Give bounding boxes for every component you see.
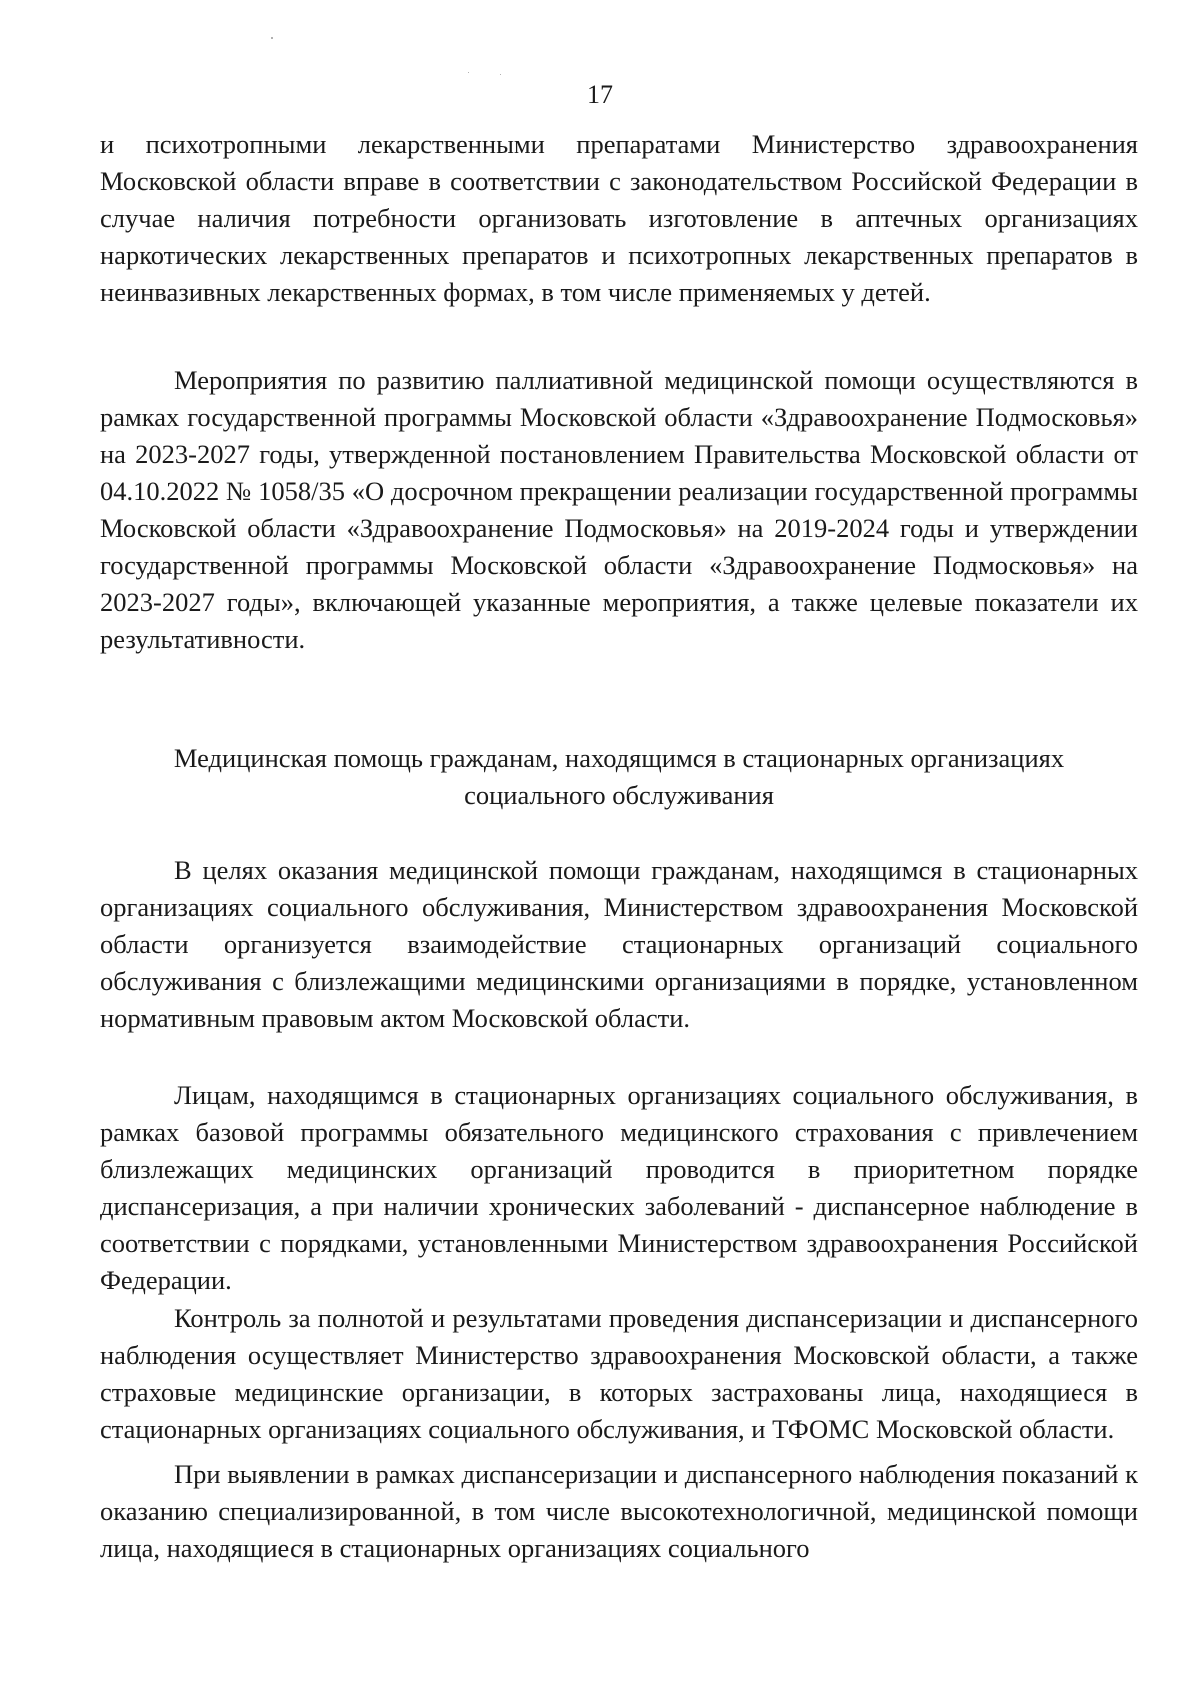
paragraph-text: Лицам, находящимся в стационарных организациях социального обслуживания, в рамках базовой программы обязательного медицинского страхования с привлечением близлежащих медицинских организаций проводится в приоритетном порядке диспансеризация, а при наличии хронических заболеваний - диспансерное наблюдение в соответствии с порядками, установленными Министерством здравоохранения Российской Федерации. xyxy=(100,1080,1138,1295)
scan-speck xyxy=(500,74,501,75)
paragraph-dispensary xyxy=(100,1077,1138,1299)
section-heading xyxy=(100,740,1138,814)
paragraph-text: Мероприятия по развитию паллиативной медицинской помощи осуществляются в рамках государственной программы Московской области «Здравоохранение Подмосковья» на 2023-2027 годы, утвержденной постановлением Правительства Московской области от 04.10.2022 № 1058/35 «О досрочном прекращении реализации государственной программы Московской области «Здравоохранение Подмосковья» на 2019-2024 годы и утверждении государственной программы Московской области «Здравоохранение Подмосковья» на 2023-2027 годы», включающей указанные мероприятия, а также целевые показатели их результативности. xyxy=(100,365,1138,654)
scan-speck xyxy=(468,72,469,73)
paragraph-continuation xyxy=(100,126,1138,311)
scan-speck xyxy=(271,37,273,39)
paragraph-text: В целях оказания медицинской помощи гражданам, находящимся в стационарных организациях социального обслуживания, Министерством здравоохранения Московской области организуется взаимодействие стационарных организаций социального обслуживания с близлежащими медицинскими организациями в порядке, установленном нормативным правовым актом Московской области. xyxy=(100,855,1138,1033)
paragraph-text: При выявлении в рамках диспансеризации и диспансерного наблюдения показаний к оказанию специализированной, в том числе высокотехнологичной, медицинской помощи лица, находящиеся в стационарных организациях социального xyxy=(100,1459,1138,1563)
paragraph-palliative-care xyxy=(100,362,1138,658)
paragraph-specialized-care xyxy=(100,1456,1138,1567)
paragraph-control xyxy=(100,1300,1138,1448)
page-number: 17 xyxy=(587,80,613,109)
paragraph-text: Контроль за полнотой и результатами проведения диспансеризации и диспансерного наблюдения осуществляет Министерство здравоохранения Московской области, а также страховые медицинские организации, в которых застрахованы лица, находящиеся в стационарных организациях социального обслуживания, и ТФОМС Московской области. xyxy=(100,1303,1138,1444)
section-heading-line-1: Медицинская помощь гражданам, находящимся в стационарных организациях xyxy=(173,743,1065,773)
paragraph-interaction xyxy=(100,852,1138,1037)
paragraph-text: и психотропными лекарственными препаратами Министерство здравоохранения Московской области вправе в соответствии с законодательством Российской Федерации в случае наличия потребности организовать изготовление в аптечных организациях наркотических лекарственных препаратов и психотропных лекарственных препаратов в неинвазивных лекарственных формах, в том числе применяемых у детей. xyxy=(100,129,1138,307)
section-heading-line-2: социального обслуживания xyxy=(464,780,774,810)
